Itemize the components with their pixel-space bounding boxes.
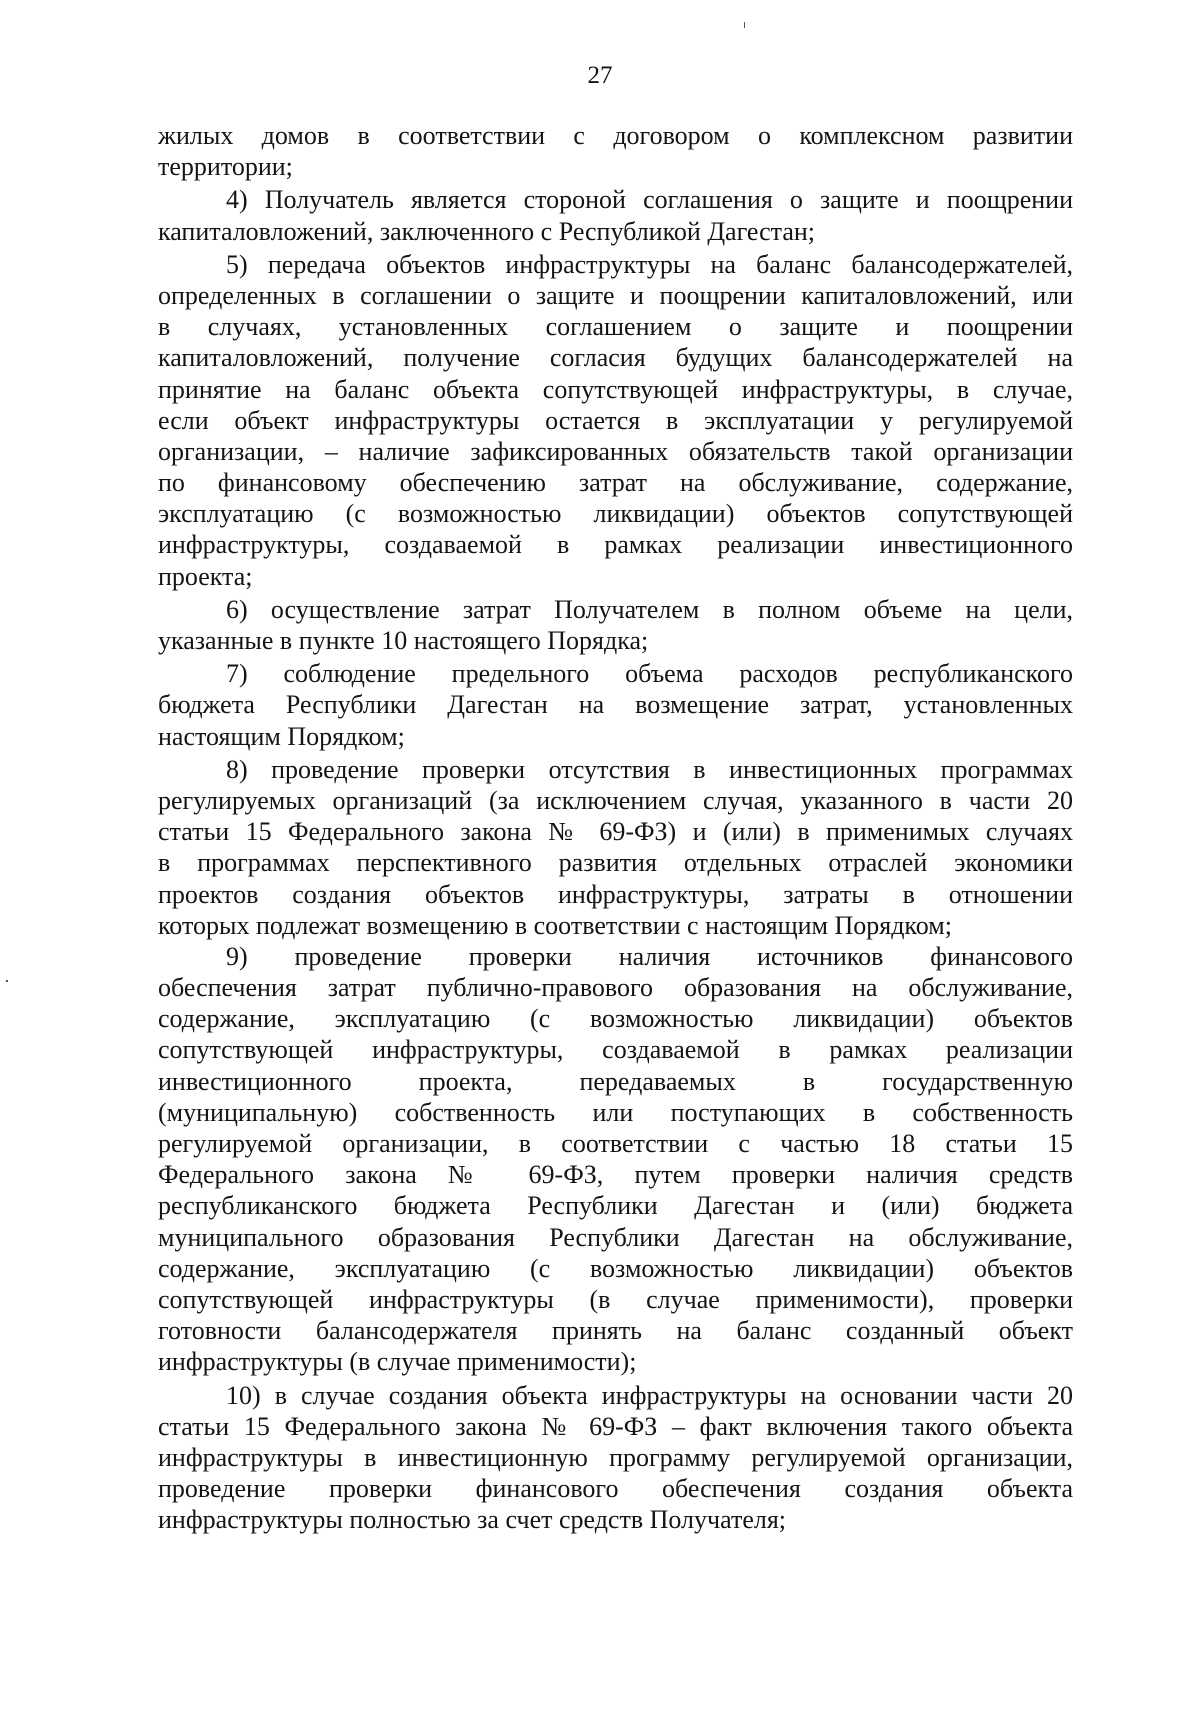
paragraph-9-line: 9) проведение проверки наличия источников финансового bbox=[226, 941, 1073, 971]
text-line: организации, – наличие зафиксированных обязательств такой организации bbox=[158, 436, 1073, 466]
paragraph-7-line: 7) соблюдение предельного объема расходов республиканского bbox=[226, 659, 1073, 689]
text-line: сопутствующей инфраструктуры, создаваемой в рамках реализации bbox=[158, 1035, 1073, 1065]
text-line: республиканского бюджета Республики Дагестан и (или) бюджета bbox=[158, 1191, 1073, 1221]
text-line: инфраструктуры (в случае применимости); bbox=[158, 1347, 637, 1377]
text-line: готовности балансодержателя принять на баланс созданный объект bbox=[158, 1316, 1073, 1346]
text-line: статьи 15 Федерального закона № 69-ФЗ) и (или) в применимых случаях bbox=[158, 817, 1073, 847]
text-line: инфраструктуры, создаваемой в рамках реализации инвестиционного bbox=[158, 530, 1073, 560]
paragraph-5-line: 5) передача объектов инфраструктуры на баланс балансодержателей, bbox=[226, 249, 1073, 279]
text-line: статьи 15 Федерального закона № 69-ФЗ – факт включения такого объекта bbox=[158, 1411, 1073, 1441]
text-line: инфраструктуры в инвестиционную программу регулируемой организации, bbox=[158, 1442, 1073, 1472]
text-line: жилых домов в соответствии с договором о комплексном развитии bbox=[158, 121, 1073, 150]
text-line: капиталовложений, заключенного с Республикой Дагестан; bbox=[158, 216, 815, 246]
text-line: регулируемой организации, в соответствии с частью 18 статьи 15 bbox=[158, 1129, 1073, 1158]
text-line: проведение проверки финансового обеспечения создания объекта bbox=[158, 1474, 1073, 1504]
text-line: содержание, эксплуатацию (с возможностью ликвидации) объектов bbox=[158, 1004, 1073, 1034]
text-line: сопутствующей инфраструктуры (в случае применимости), проверки bbox=[158, 1284, 1073, 1314]
text-line: проекта; bbox=[158, 561, 253, 591]
text-line: (муниципальную) собственность или поступающих в собственность bbox=[158, 1097, 1073, 1127]
text-line: указанные в пункте 10 настоящего Порядка; bbox=[158, 626, 649, 655]
paragraph-6-line: 6) осуществление затрат Получателем в полном объеме на цели, bbox=[226, 594, 1073, 624]
text-line: если объект инфраструктуры остается в эксплуатации у регулируемой bbox=[158, 405, 1073, 435]
text-line: в программах перспективного развития отдельных отраслей экономики bbox=[158, 848, 1073, 878]
text-line: которых подлежат возмещению в соответствии с настоящим Порядком; bbox=[158, 910, 952, 940]
text-line: муниципального образования Республики Дагестан на обслуживание, bbox=[158, 1222, 1073, 1252]
paragraph-10-line: 10) в случае создания объекта инфраструктуры на основании части 20 bbox=[226, 1380, 1073, 1410]
text-line: бюджета Республики Дагестан на возмещение затрат, установленных bbox=[158, 690, 1073, 720]
scan-mark bbox=[744, 22, 745, 28]
page-number: 27 bbox=[587, 62, 613, 89]
text-line: содержание, эксплуатацию (с возможностью ликвидации) объектов bbox=[158, 1253, 1073, 1283]
text-line: настоящим Порядком; bbox=[158, 721, 405, 751]
text-line: обеспечения затрат публично-правового образования на обслуживание, bbox=[158, 973, 1073, 1003]
text-line: регулируемых организаций (за исключением случая, указанного в части 20 bbox=[158, 785, 1073, 815]
text-line: инвестиционного проекта, передаваемых в государственную bbox=[158, 1066, 1073, 1096]
text-line: по финансовому обеспечению затрат на обслуживание, содержание, bbox=[158, 468, 1073, 498]
document-body bbox=[158, 120, 1073, 1535]
paragraph-8-line: 8) проведение проверки отсутствия в инвестиционных программах bbox=[226, 754, 1073, 784]
scan-mark bbox=[6, 980, 8, 982]
paragraph-4-line: 4) Получатель является стороной соглашения о защите и поощрении bbox=[226, 185, 1073, 215]
text-line: проектов создания объектов инфраструктуры, затраты в отношении bbox=[158, 879, 1073, 909]
text-line: в случаях, установленных соглашением о защите и поощрении bbox=[158, 312, 1073, 342]
text-line: капиталовложений, получение согласия будущих балансодержателей на bbox=[158, 343, 1073, 373]
text-line: определенных в соглашении о защите и поощрении капиталовложений, или bbox=[158, 280, 1073, 310]
text-line: эксплуатацию (с возможностью ликвидации) объектов сопутствующей bbox=[158, 499, 1073, 529]
text-line: инфраструктуры полностью за счет средств Получателя; bbox=[158, 1505, 787, 1535]
text-line: Федерального закона № 69-ФЗ, путем проверки наличия средств bbox=[158, 1160, 1073, 1190]
text-line: принятие на баланс объекта сопутствующей инфраструктуры, в случае, bbox=[158, 374, 1073, 404]
text-line: территории; bbox=[158, 152, 293, 182]
